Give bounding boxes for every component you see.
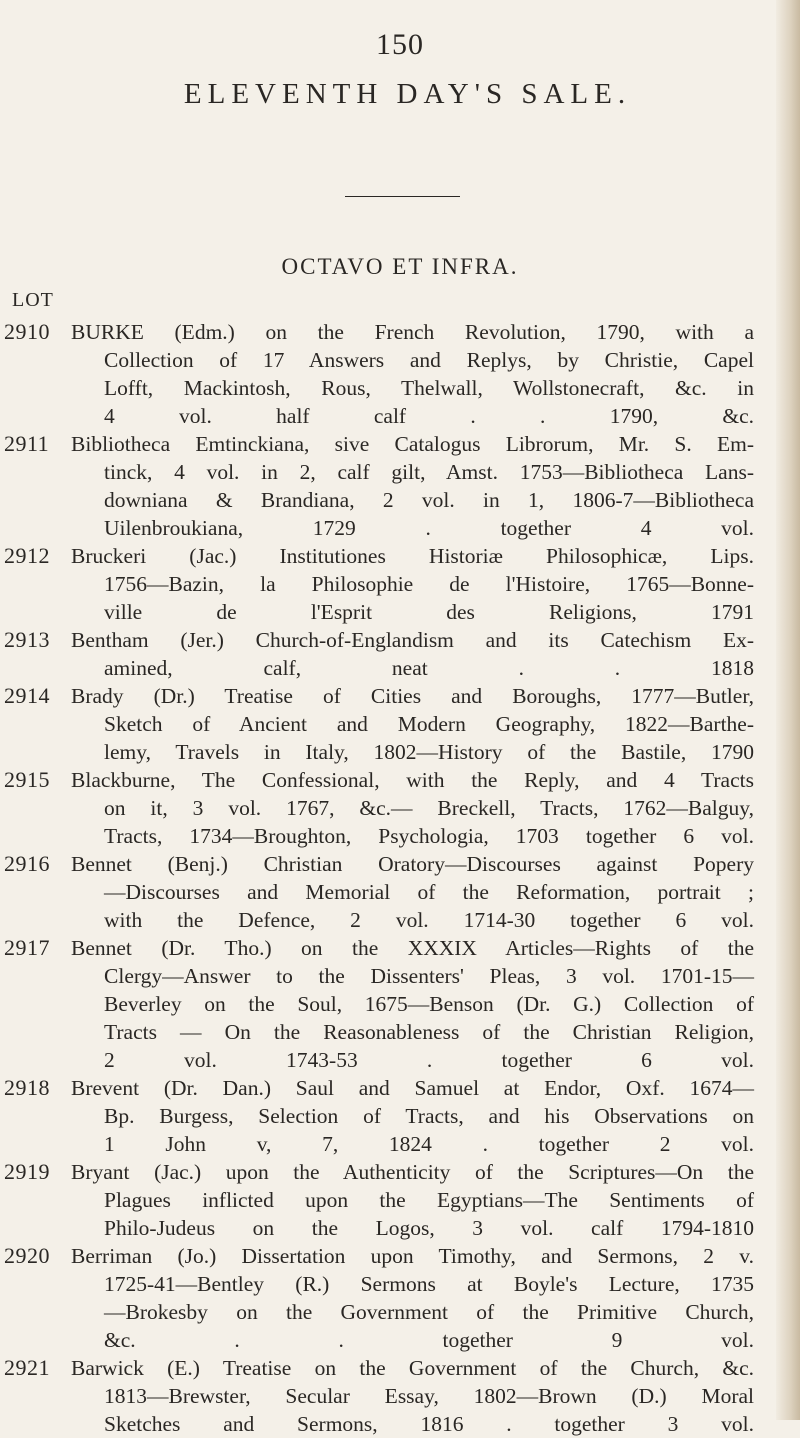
lot-entry — [0, 626, 790, 682]
lot-description-line: Bennet (Benj.) Christian Oratory—Discourses against Popery — [71, 852, 754, 876]
lot-description-line: downiana & Brandiana, 2 vol. in 1, 1806-7—Bibliotheca — [104, 488, 754, 512]
lot-description-line: Bryant (Jac.) upon the Authenticity of the Scriptures—On the — [71, 1160, 754, 1184]
lot-description-line: Bennet (Dr. Tho.) on the XXXIX Articles—Rights of the — [71, 936, 754, 960]
lot-column-label: LOT — [12, 289, 54, 311]
title-rule — [345, 196, 460, 197]
lot-description-line: Tracts, 1734—Broughton, Psychologia, 1703 together 6 vol. — [104, 824, 754, 848]
lot-description-line: Blackburne, The Confessional, with the Reply, and 4 Tracts — [71, 768, 754, 792]
lot-description-line: tinck, 4 vol. in 2, calf gilt, Amst. 1753—Bibliotheca Lans- — [104, 460, 754, 484]
lot-entry — [0, 850, 790, 934]
lot-number: 2918 — [4, 1075, 50, 1100]
lot-entry — [0, 1242, 790, 1354]
lot-description-line: Bentham (Jer.) Church-of-Englandism and its Catechism Ex- — [71, 628, 754, 652]
lot-description-line: 2 vol. 1743-53 . together 6 vol. — [104, 1048, 754, 1072]
lot-list — [0, 318, 790, 1438]
lot-description-line: Barwick (E.) Treatise on the Government of the Church, &c. — [71, 1356, 754, 1380]
lot-number: 2915 — [4, 767, 50, 792]
lot-description-line: 4 vol. half calf . . 1790, &c. — [104, 404, 754, 428]
lot-number: 2917 — [4, 935, 50, 960]
lot-description-line: Sketch of Ancient and Modern Geography, 1822—Barthe- — [104, 712, 754, 736]
lot-number: 2921 — [4, 1355, 50, 1380]
lot-description-line: Bruckeri (Jac.) Institutiones Historiæ Philosophicæ, Lips. — [71, 544, 754, 568]
lot-description-line: amined, calf, neat . . 1818 — [104, 656, 754, 680]
lot-description-line: 1813—Brewster, Secular Essay, 1802—Brown (D.) Moral — [104, 1384, 754, 1408]
lot-description-line: Beverley on the Soul, 1675—Benson (Dr. G.) Collection of — [104, 992, 754, 1016]
lot-description-line: Bibliotheca Emtinckiana, sive Catalogus Librorum, Mr. S. Em- — [71, 432, 754, 456]
lot-entry — [0, 430, 790, 542]
lot-description-line: —Brokesby on the Government of the Primitive Church, — [104, 1300, 754, 1324]
lot-entry — [0, 542, 790, 626]
lot-description-line: 1725-41—Bentley (R.) Sermons at Boyle's Lecture, 1735 — [104, 1272, 754, 1296]
lot-description-line: Brevent (Dr. Dan.) Saul and Samuel at Endor, Oxf. 1674— — [71, 1076, 754, 1100]
lot-number: 2910 — [4, 319, 50, 344]
lot-entry — [0, 934, 790, 1074]
lot-description-line: on it, 3 vol. 1767, &c.— Breckell, Tracts, 1762—Balguy, — [104, 796, 754, 820]
section-heading: OCTAVO ET INFRA. — [281, 254, 519, 279]
lot-description-line: with the Defence, 2 vol. 1714-30 together 6 vol. — [104, 908, 754, 932]
lot-description-line: Philo-Judeus on the Logos, 3 vol. calf 1794-1810 — [104, 1216, 754, 1240]
lot-description-line: ville de l'Esprit des Religions, 1791 — [104, 600, 754, 624]
lot-description-line: —Discourses and Memorial of the Reformation, portrait ; — [104, 880, 754, 904]
lot-description-line: Collection of 17 Answers and Replys, by Christie, Capel — [104, 348, 754, 372]
lot-description-line: Brady (Dr.) Treatise of Cities and Boroughs, 1777—Butler, — [71, 684, 754, 708]
lot-description-line: Lofft, Mackintosh, Rous, Thelwall, Wollstonecraft, &c. in — [104, 376, 754, 400]
lot-description-line: lemy, Travels in Italy, 1802—History of the Bastile, 1790 — [104, 740, 754, 764]
lot-description-line: Clergy—Answer to the Dissenters' Pleas, 3 vol. 1701-15— — [104, 964, 754, 988]
lot-description-line: BURKE (Edm.) on the French Revolution, 1790, with a — [71, 320, 754, 344]
lot-number: 2912 — [4, 543, 50, 568]
lot-description-line: Tracts — On the Reasonableness of the Christian Religion, — [104, 1020, 754, 1044]
lot-description-line: Uilenbroukiana, 1729 . together 4 vol. — [104, 516, 754, 540]
lot-number: 2913 — [4, 627, 50, 652]
lot-number: 2916 — [4, 851, 50, 876]
lot-entry — [0, 1158, 790, 1242]
lot-number: 2919 — [4, 1159, 50, 1184]
lot-description-line: 1 John v, 7, 1824 . together 2 vol. — [104, 1132, 754, 1156]
sale-title: ELEVENTH DAY'S SALE. — [183, 78, 632, 110]
lot-number: 2911 — [4, 431, 50, 456]
page-number: 150 — [376, 28, 424, 61]
lot-description-line: Bp. Burgess, Selection of Tracts, and his Observations on — [104, 1104, 754, 1128]
lot-description-line: 1756—Bazin, la Philosophie de l'Histoire, 1765—Bonne- — [104, 572, 754, 596]
lot-description-line: Sketches and Sermons, 1816 . together 3 vol. — [104, 1412, 754, 1436]
lot-entry — [0, 766, 790, 850]
lot-entry — [0, 1074, 790, 1158]
lot-number: 2920 — [4, 1243, 50, 1268]
lot-description-line: Plagues inflicted upon the Egyptians—The Sentiments of — [104, 1188, 754, 1212]
lot-entry — [0, 318, 790, 430]
lot-description-line: &c. . . together 9 vol. — [104, 1328, 754, 1352]
lot-entry — [0, 682, 790, 766]
lot-entry — [0, 1354, 790, 1438]
lot-number: 2914 — [4, 683, 50, 708]
lot-description-line: Berriman (Jo.) Dissertation upon Timothy, and Sermons, 2 v. — [71, 1244, 754, 1268]
